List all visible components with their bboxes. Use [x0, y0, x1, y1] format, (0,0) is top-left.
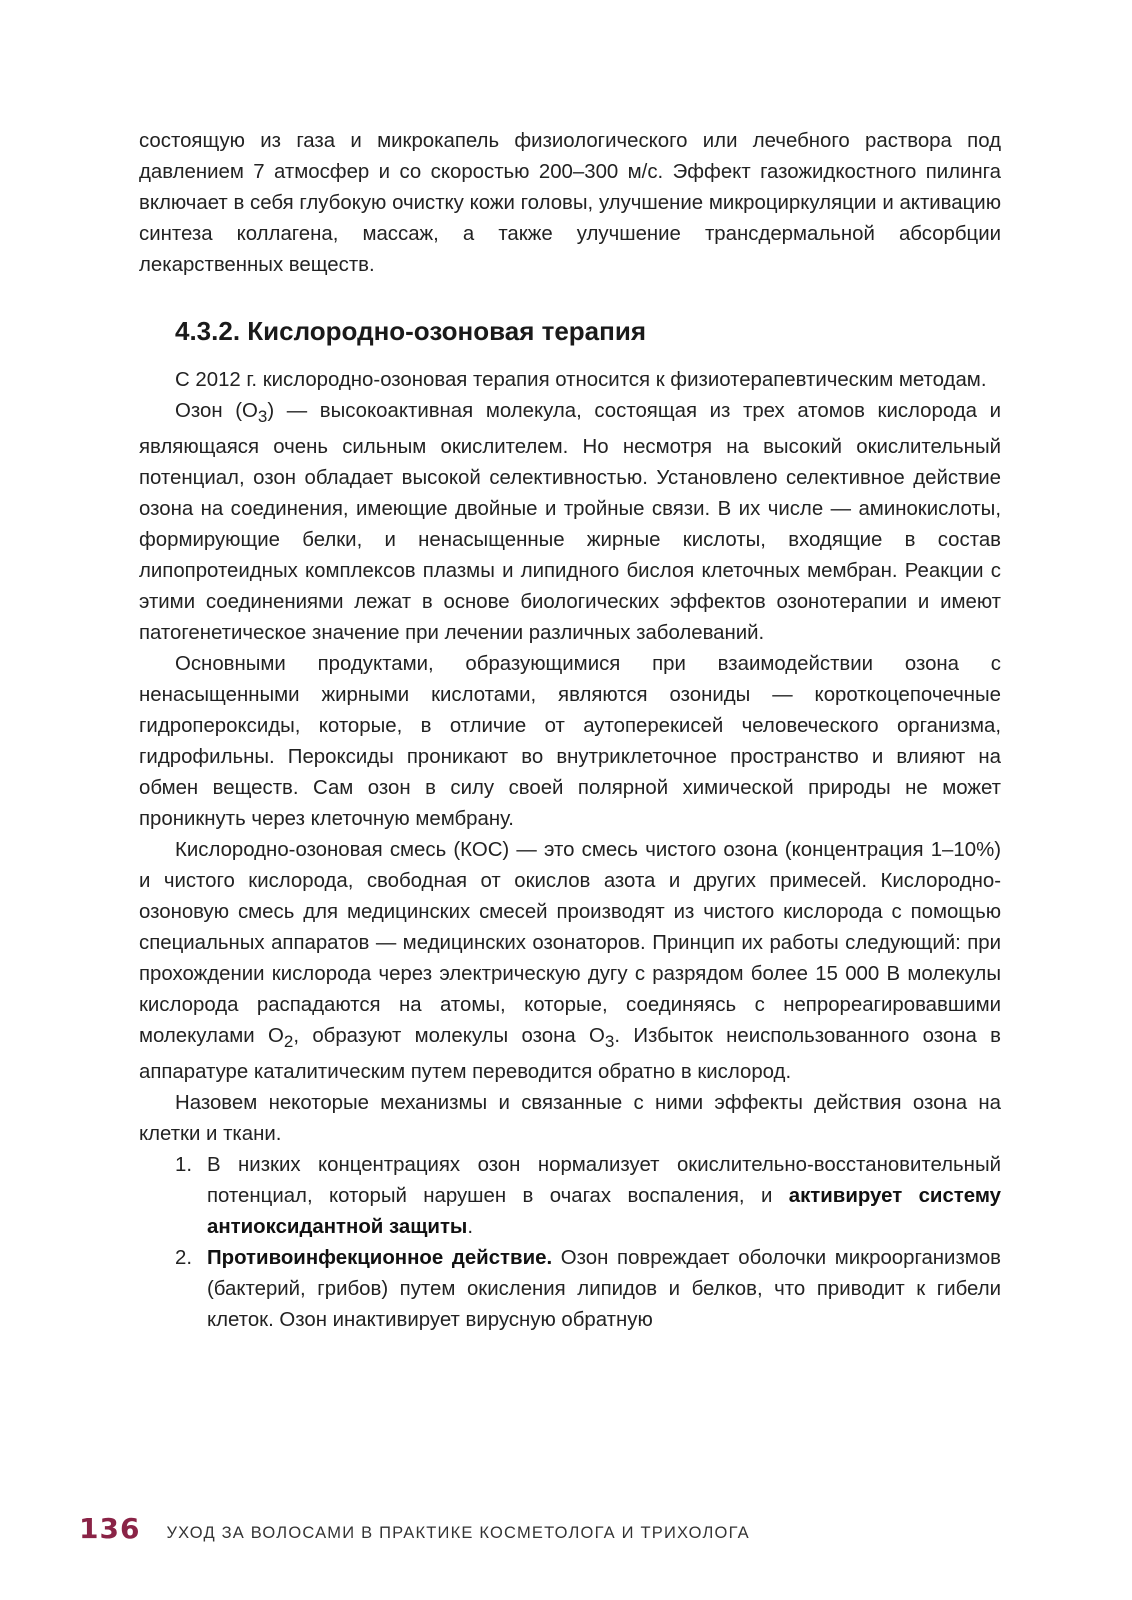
paragraph-continued: состоящую из газа и микрокапель физиологического или лечебного раствора под давлением 7 атмосфер и со скоростью 200–300 м/с. Эффект газожидкостного пилинга включает в себя глубокую очистку кожи головы, улучшение микроциркуляции и активацию синтеза коллагена, массаж, а также улучшение трансдермальной абсорбции лекарственных веществ. [139, 130, 1001, 276]
list-text: Озон повреждает оболочки микроорганизмов (бактерий, грибов) путем окисления липидов и белков, что приводит к гибели клеток. Озон инактивирует вирусную обратную [207, 1247, 1001, 1332]
section-heading: 4.3.2. Кислородно-озоновая терапия [175, 316, 646, 346]
text-segment: Кислородно-озоновая смесь (КОС) — это смесь чистого озона (концентрация 1–10%) и чистого кислорода, свободная от окислов азота и других примесей. Кислородно-озоновую смесь для медицинских смесей производят из чистого кислорода с помощью специальных аппаратов — медицинских озонаторов. Принцип их работы следующий: при прохождении кислорода через электрическую дугу с разрядом более 15 000 В молекулы кислорода распадаются на атомы, которые, соединяясь с непрореагировавшими молекулами O [139, 839, 1001, 1048]
list-text: . [467, 1216, 474, 1239]
text-segment: ) — высокоактивная молекула, состоящая из трех атомов кислорода и являющаяся очень сильным окислителем. Но несмотря на высокий окислительный потенциал, озон обладает высокой селективностью. Установлено селективное действие озона на соединения, имеющие двойные и тройные связи. В их числе — аминокислоты, формирующие белки, и ненасыщенные жирные кислоты, входящие в состав липопротеидных комплексов плазмы и липидного бислоя клеточных мембран. Реакции с этими соединениями лежат в основе биологических эффектов озонотерапии и имеют патогенетическое значение при лечении различных заболеваний. [139, 400, 1001, 645]
list-item [139, 1243, 1001, 1336]
mechanisms-list [139, 1150, 1001, 1336]
subscript: 2 [283, 1032, 294, 1052]
list-bold-text: активирует систему антиоксидантной защиты [207, 1185, 1001, 1239]
list-item [139, 1150, 1001, 1243]
list-number: 1. [175, 1154, 193, 1177]
list-number: 2. [175, 1247, 193, 1270]
subscript: 3 [257, 407, 268, 427]
paragraph-ozone-definition [139, 396, 1001, 649]
subscript: 3 [604, 1032, 615, 1052]
paragraph-intro: С 2012 г. кислородно-озоновая терапия относится к физиотерапевтическим методам. [175, 369, 987, 391]
paragraph-ozonides: Основными продуктами, образующимися при взаимодействии озона с ненасыщенными жирными кислотами, являются озониды — короткоцепочечные гидропероксиды, которые, в отличие от аутоперекисей человеческого организма, гидрофильны. Пероксиды проникают во внутриклеточное пространство и влияют на обмен веществ. Сам озон в силу своей полярной химической природы не может проникнуть через клеточную мембрану. [139, 653, 1001, 831]
page-number: 136 [79, 1512, 141, 1545]
text-segment: , образуют молекулы озона O [293, 1025, 605, 1048]
paragraph-kos [139, 835, 1001, 1088]
paragraph-mechanisms: Назовем некоторые механизмы и связанные с ними эффекты действия озона на клетки и ткани. [139, 1092, 1001, 1146]
page-footer [79, 1512, 750, 1545]
list-bold-text: Противоинфекционное действие. [207, 1247, 553, 1270]
running-title: УХОД ЗА ВОЛОСАМИ В ПРАКТИКЕ КОСМЕТОЛОГА И ТРИХОЛОГА [166, 1524, 750, 1542]
text-segment: Озон (O [175, 400, 258, 422]
page-content [139, 126, 1001, 1336]
text-segment: . Избыток неиспользованного озона в аппаратуре каталитическим путем переводится обратно в кислород. [139, 1025, 1001, 1084]
list-text: В низких концентрациях озон нормализует окислительно-восстановительный потенциал, который нарушен в очагах воспаления, и [207, 1154, 1001, 1208]
